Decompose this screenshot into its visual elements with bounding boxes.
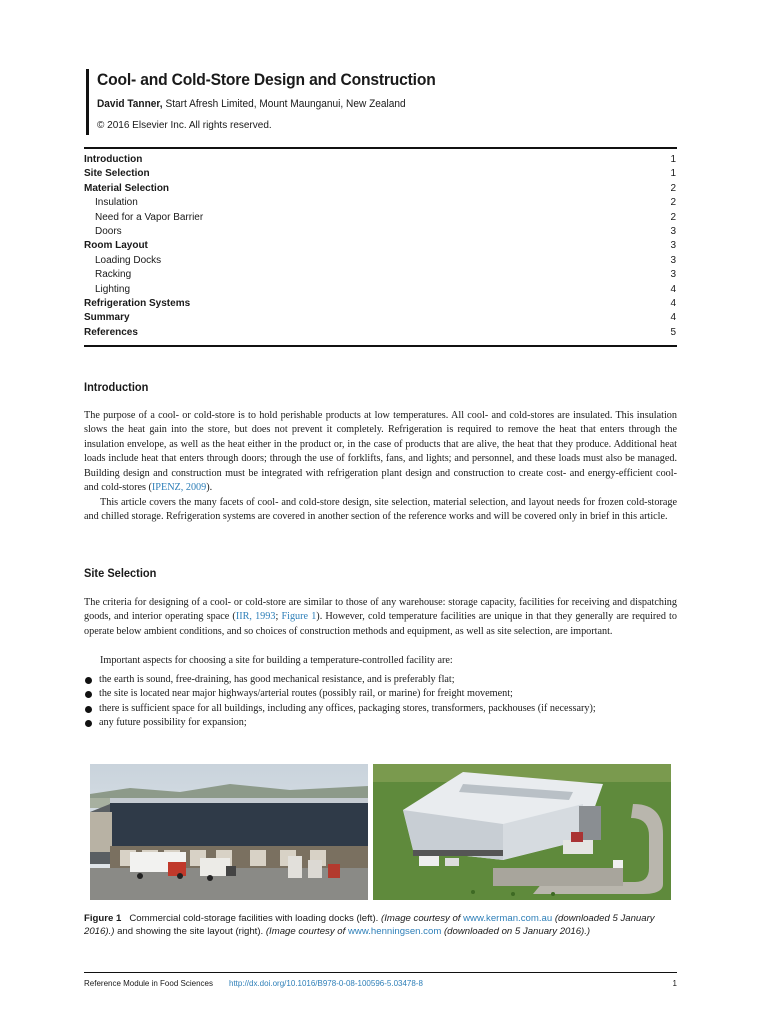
journal-name: Reference Module in Food Sciences [84,979,213,988]
toc-entry[interactable] [84,268,677,282]
citation-iir-link[interactable]: IIR, 1993 [235,611,276,623]
toc-entry-page: 3 [670,269,676,281]
list-item-text: any future possibility for expansion; [99,717,247,729]
author-affiliation: Start Afresh Limited, Mount Maunganui, New Zealand [165,98,406,110]
list-item-text: there is sufficient space for all buildings, including any offices, packaging stores, transformers, packhouses (if necessary); [99,702,596,714]
list-item [84,687,677,701]
bullet-icon [85,720,92,727]
list-item-text: the earth is sound, free-draining, has good mechanical resistance, and is preferably flat; [99,674,455,685]
list-item [84,702,677,716]
toc-entry-label: Lighting [95,283,131,295]
caption-credit-right-end: (downloaded on 5 January 2016).) [441,926,591,937]
toc-entry-page: 3 [670,254,676,266]
bullet-icon [85,706,92,713]
introduction-heading: Introduction [84,380,149,394]
citation-separator: ; [275,611,282,623]
introduction-paragraph-1-end: ). [206,482,213,494]
toc-entry-page: 1 [670,154,676,165]
list-item [84,673,677,687]
toc-entry-label: Insulation [95,197,138,209]
toc-entry-label: Site Selection [84,168,150,180]
toc-entry[interactable] [84,153,677,167]
toc-entry[interactable] [84,254,677,268]
list-item [84,716,677,730]
toc-entry-page: 2 [670,197,676,209]
toc-entry[interactable] [84,167,677,181]
loading-dock-photo [90,764,368,900]
toc-entry-page: 4 [670,298,676,310]
introduction-paragraph-2 [84,496,677,525]
henningsen-link[interactable]: www.henningsen.com [347,926,442,937]
figure-label: Figure 1 [84,913,122,924]
bullet-icon [85,677,92,684]
site-layout-photo [373,764,671,900]
site-selection-paragraph-1 [84,596,677,639]
toc-entry[interactable] [84,239,677,253]
site-criteria-list [84,673,677,731]
toc-entry-page: 3 [670,240,676,252]
figure-1-link[interactable]: Figure 1 [281,611,317,623]
kerman-link[interactable]: www.kerman.com.au [463,913,553,924]
toc-entry-label: References [84,326,138,338]
site-selection-paragraph-1-end: ). However, cold temperature facilities are unique in that they generally are required to operate below ambient conditions, and so choices of construction methods and equipment, as well as site selection, are important. [84,611,677,637]
toc-entry-label: Need for a Vapor Barrier [95,211,204,223]
site-selection-paragraph-1-text: The criteria for designing of a cool- or cold-store are similar to those of any warehouse: storage capacity, facilities for receiving and dispatching goods, and interior operating space ( [84,597,677,623]
toc-entry-page: 4 [670,283,676,295]
footer-rule [84,972,677,973]
site-selection-heading: Site Selection [84,566,157,580]
toc-entry-page: 2 [670,211,676,223]
toc-entry[interactable] [84,182,677,196]
toc-entry-label: Refrigeration Systems [84,298,191,310]
article-header [86,69,687,135]
toc-entry-label: Room Layout [84,240,148,252]
caption-credit-right: (Image courtesy of [265,926,348,937]
caption-credit-left: (Image courtesy of [381,913,464,924]
figure-caption [84,912,677,938]
article-title: Cool- and Cold-Store Design and Construction [97,70,436,89]
doi-link[interactable]: http://dx.doi.org/10.1016/B978-0-08-100596-5.03478-8 [229,979,423,988]
toc-entry-label: Material Selection [84,182,170,194]
introduction-paragraph-1 [84,409,677,495]
caption-text-right: and showing the site layout (right). [114,926,266,937]
toc-entry[interactable] [84,283,677,297]
citation-ipenz-link[interactable]: IPENZ, 2009 [151,482,207,494]
toc-entry[interactable] [84,196,677,210]
bullet-icon [85,691,92,698]
toc-entry[interactable] [84,211,677,225]
author-line [97,97,640,111]
page-footer [84,979,677,988]
toc-entry-label: Introduction [84,154,143,165]
toc-entry-label: Racking [95,269,132,281]
table-of-contents [84,147,677,347]
site-selection-paragraph-2 [84,654,677,668]
list-item-text: the site is located near major highways/arterial routes (possibly rail, or marine) for freight movement; [99,688,513,700]
caption-credit-left-end: (downloaded 5 January 2016).) [84,913,655,937]
toc-entry-label: Loading Docks [95,254,162,266]
author-name: David Tanner, [97,98,163,110]
toc-entry-label: Doors [95,226,122,238]
toc-entry-page: 5 [670,326,676,338]
site-selection-paragraph-2-text: Important aspects for choosing a site for building a temperature-controlled facility are: [100,655,453,666]
toc-entry[interactable] [84,311,677,325]
toc-entry-page: 1 [670,168,676,180]
toc-entry-page: 2 [670,182,676,194]
toc-entry-page: 4 [670,312,676,324]
toc-entry[interactable] [84,297,677,311]
toc-entry-page: 3 [670,226,676,238]
introduction-paragraph-1-text: The purpose of a cool- or cold-store is to hold perishable products at low temperatures. All cool- and cold-stores are insulated. This insulation slows the heat gain into the store, but does not prevent it completely. Refrigeration is required to remove the heat that enters through the insulation envelope, as well as the heat either in the product or, in the case of products that are alive, the heat that they produce. Additional heat loads include heat that enters through doors; through the use of forklifts, fans, and lights; and personnel, and these loads must also be managed. Building design and construction must be integrated with refrigeration plant design and construction to create cost- and energy-efficient cool- and cold-stores ( [84,410,677,494]
introduction-paragraph-2-text: This article covers the many facets of cool- and cold-store design, site selection, material selection, and layout needs for frozen cold-storage and chilled storage. Refrigeration systems are covered in another section of the reference works and will be covered only in brief in this article. [84,497,677,523]
toc-entry[interactable] [84,326,677,340]
toc-entry-label: Summary [84,312,130,324]
caption-text-left: Commercial cold-storage facilities with loading docks (left). [129,913,381,924]
toc-entry[interactable] [84,225,677,239]
copyright-notice: © 2016 Elsevier Inc. All rights reserved. [97,120,272,131]
page-number: 1 [672,979,677,988]
